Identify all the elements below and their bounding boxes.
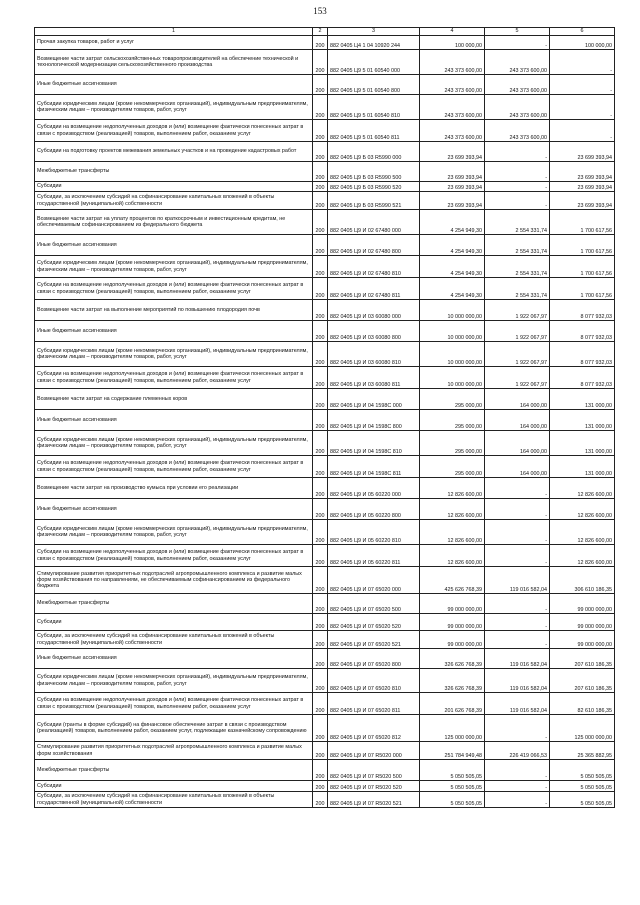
- row-kbk-cell: 882 0405 Ц9 И 04 1598С 810: [328, 431, 420, 456]
- table-row: [35, 792, 615, 808]
- table-row: [35, 614, 615, 631]
- row-kbk-cell: 882 0405 Ц9 И 07 65020 500: [328, 594, 420, 614]
- row-code-cell: 200: [313, 256, 328, 278]
- row-amount-total-cell: 243 373 600,00: [420, 95, 485, 120]
- row-name-cell: Иные бюджетные ассигнования: [35, 235, 313, 256]
- row-code-cell: 200: [313, 389, 328, 410]
- row-amount-col5-cell: 1 922 067,97: [485, 321, 550, 342]
- row-name-cell: Субсидии: [35, 182, 313, 192]
- header-cell: 3: [328, 28, 420, 36]
- table-row: [35, 715, 615, 742]
- row-code-cell: 200: [313, 120, 328, 142]
- row-amount-col6-cell: 100 000,00: [550, 36, 615, 50]
- table-row: [35, 182, 615, 192]
- row-code-cell: 200: [313, 567, 328, 594]
- row-name-cell: Субсидии на подготовку проектов межевания земельных участков и на проведение кадастровых работ: [35, 142, 313, 162]
- row-amount-col5-cell: 226 419 066,53: [485, 742, 550, 760]
- table-row: [35, 520, 615, 545]
- row-name-cell: Иные бюджетные ассигнования: [35, 649, 313, 669]
- table-row: [35, 631, 615, 649]
- row-amount-col6-cell: 131 000,00: [550, 410, 615, 431]
- row-amount-col6-cell: 8 077 932,03: [550, 300, 615, 321]
- row-amount-col6-cell: 131 000,00: [550, 431, 615, 456]
- header-cell: 6: [550, 28, 615, 36]
- row-name-cell: Субсидии на возмещение недополученных доходов и (или) возмещение фактически понесенных затрат в связи с производством (реализацией) товаров, выполнением работ, оказанием услуг: [35, 693, 313, 715]
- row-amount-col5-cell: 119 016 582,04: [485, 567, 550, 594]
- row-code-cell: 200: [313, 792, 328, 808]
- row-amount-total-cell: 23 699 393,94: [420, 192, 485, 210]
- row-code-cell: 200: [313, 594, 328, 614]
- row-amount-col5-cell: -: [485, 182, 550, 192]
- row-code-cell: 200: [313, 410, 328, 431]
- row-name-cell: Возмещение части затрат на выполнение мероприятий по повышению плодородия почв: [35, 300, 313, 321]
- row-amount-col5-cell: 243 373 600,00: [485, 75, 550, 95]
- budget-table: [34, 27, 615, 808]
- page-number: 153: [313, 6, 327, 16]
- row-amount-col5-cell: 1 922 067,97: [485, 300, 550, 321]
- row-amount-total-cell: 4 254 949,30: [420, 235, 485, 256]
- row-name-cell: Субсидии юридическим лицам (кроме некоммерческих организаций), индивидуальным предпринимателям, физическим лицам – производителям товаров, работ, услуг: [35, 669, 313, 693]
- row-amount-col5-cell: -: [485, 36, 550, 50]
- row-amount-col6-cell: 99 000 000,00: [550, 631, 615, 649]
- row-amount-col5-cell: 164 000,00: [485, 431, 550, 456]
- row-amount-col6-cell: 8 077 932,03: [550, 321, 615, 342]
- row-amount-col6-cell: 131 000,00: [550, 456, 615, 478]
- row-amount-col5-cell: 243 373 600,00: [485, 50, 550, 75]
- row-code-cell: 200: [313, 210, 328, 235]
- row-name-cell: Субсидии, за исключением субсидий на софинансирование капитальных вложений в объекты государственной (муниципальной) собственности: [35, 192, 313, 210]
- table-row: [35, 594, 615, 614]
- row-name-cell: Субсидии юридическим лицам (кроме некоммерческих организаций), индивидуальным предпринимателям, физическим лицам – производителям товаров, работ, услуг: [35, 256, 313, 278]
- row-amount-total-cell: 23 699 393,94: [420, 142, 485, 162]
- row-amount-total-cell: 4 254 949,30: [420, 278, 485, 300]
- table-row: [35, 567, 615, 594]
- row-amount-total-cell: 5 050 505,05: [420, 781, 485, 792]
- header-cell: 1: [35, 28, 313, 36]
- row-name-cell: Субсидии (гранты в форме субсидий) на финансовое обеспечение затрат в связи с производством (реализацией) товаров, выполнением работ, оказанием услуг, подлежащие казначейскому сопровождению: [35, 715, 313, 742]
- row-amount-col5-cell: 243 373 600,00: [485, 95, 550, 120]
- row-amount-total-cell: 4 254 949,30: [420, 256, 485, 278]
- row-code-cell: 200: [313, 300, 328, 321]
- row-kbk-cell: 882 0405 Ц9 И 07 65020 800: [328, 649, 420, 669]
- row-amount-total-cell: 99 000 000,00: [420, 631, 485, 649]
- row-amount-col6-cell: 99 000 000,00: [550, 614, 615, 631]
- header-cell: 5: [485, 28, 550, 36]
- row-name-cell: Прочая закупка товаров, работ и услуг: [35, 36, 313, 50]
- row-amount-col6-cell: 23 699 393,94: [550, 162, 615, 182]
- row-code-cell: 200: [313, 36, 328, 50]
- row-amount-col6-cell: 8 077 932,03: [550, 342, 615, 367]
- row-amount-col5-cell: -: [485, 162, 550, 182]
- table-row: [35, 95, 615, 120]
- row-amount-col6-cell: 12 826 600,00: [550, 545, 615, 567]
- row-amount-col6-cell: 1 700 617,56: [550, 235, 615, 256]
- row-amount-total-cell: 295 000,00: [420, 410, 485, 431]
- row-amount-col6-cell: 1 700 617,56: [550, 278, 615, 300]
- table-row: [35, 410, 615, 431]
- row-amount-total-cell: 10 000 000,00: [420, 367, 485, 389]
- row-amount-total-cell: 4 254 949,30: [420, 210, 485, 235]
- row-amount-col5-cell: 2 554 331,74: [485, 210, 550, 235]
- row-amount-col6-cell: 5 050 505,05: [550, 781, 615, 792]
- row-name-cell: Субсидии на возмещение недополученных доходов и (или) возмещение фактически понесенных затрат в связи с производством (реализацией) товаров, выполнением работ, оказанием услуг: [35, 367, 313, 389]
- row-amount-col6-cell: 207 610 186,35: [550, 669, 615, 693]
- row-kbk-cell: 882 0405 Ц9 Б 03 R5990 500: [328, 162, 420, 182]
- row-code-cell: 200: [313, 456, 328, 478]
- table-row: [35, 693, 615, 715]
- row-amount-col5-cell: -: [485, 520, 550, 545]
- row-amount-total-cell: 201 626 768,39: [420, 693, 485, 715]
- table-row: [35, 192, 615, 210]
- row-amount-col5-cell: 1 922 067,97: [485, 342, 550, 367]
- row-amount-total-cell: 251 784 949,48: [420, 742, 485, 760]
- row-amount-col6-cell: 23 699 393,94: [550, 142, 615, 162]
- table-row: [35, 235, 615, 256]
- row-code-cell: 200: [313, 162, 328, 182]
- table-row: [35, 456, 615, 478]
- row-code-cell: 200: [313, 781, 328, 792]
- row-amount-col5-cell: 1 922 067,97: [485, 367, 550, 389]
- row-name-cell: Иные бюджетные ассигнования: [35, 410, 313, 431]
- row-kbk-cell: 882 0405 Ц9 И 02 67480 000: [328, 210, 420, 235]
- row-kbk-cell: 882 0405 Ц9 И 05 60220 811: [328, 545, 420, 567]
- row-name-cell: Субсидии юридическим лицам (кроме некоммерческих организаций), индивидуальным предпринимателям, физическим лицам – производителям товаров, работ, услуг: [35, 342, 313, 367]
- row-code-cell: 200: [313, 431, 328, 456]
- row-kbk-cell: 882 0405 Ц9 И 04 1598С 811: [328, 456, 420, 478]
- row-kbk-cell: 882 0405 Ц9 И 07 R5020 521: [328, 792, 420, 808]
- row-amount-total-cell: 5 050 505,05: [420, 760, 485, 781]
- table-row: [35, 389, 615, 410]
- row-amount-col5-cell: -: [485, 478, 550, 499]
- table-row: [35, 162, 615, 182]
- row-amount-total-cell: 326 626 768,39: [420, 669, 485, 693]
- row-amount-col6-cell: 1 700 617,56: [550, 210, 615, 235]
- row-kbk-cell: 882 0405 Ц9 И 03 60080 000: [328, 300, 420, 321]
- table-row: [35, 321, 615, 342]
- row-code-cell: 200: [313, 278, 328, 300]
- row-amount-col6-cell: 25 365 882,95: [550, 742, 615, 760]
- table-row: [35, 120, 615, 142]
- row-kbk-cell: 882 0405 Ц9 И 07 R5020 000: [328, 742, 420, 760]
- row-code-cell: 200: [313, 50, 328, 75]
- table-row: [35, 210, 615, 235]
- row-amount-total-cell: 23 699 393,94: [420, 182, 485, 192]
- row-code-cell: 200: [313, 142, 328, 162]
- row-amount-col6-cell: -: [550, 50, 615, 75]
- row-amount-total-cell: 326 626 768,39: [420, 649, 485, 669]
- row-amount-col6-cell: 131 000,00: [550, 389, 615, 410]
- row-kbk-cell: 882 0405 Ц9 И 07 R5020 520: [328, 781, 420, 792]
- row-code-cell: 200: [313, 367, 328, 389]
- row-kbk-cell: 882 0405 Ц9 Б 03 R5990 520: [328, 182, 420, 192]
- row-name-cell: Возмещение части затрат на уплату процентов по краткосрочным и инвестиционным кредитам, не обеспечиваемым софинансированием из федерального бюджета: [35, 210, 313, 235]
- row-amount-total-cell: 99 000 000,00: [420, 614, 485, 631]
- row-code-cell: 200: [313, 75, 328, 95]
- row-kbk-cell: 882 0405 Ц9 И 03 60080 810: [328, 342, 420, 367]
- row-code-cell: 200: [313, 192, 328, 210]
- row-amount-total-cell: 425 626 768,39: [420, 567, 485, 594]
- row-amount-col5-cell: -: [485, 792, 550, 808]
- header-cell: 2: [313, 28, 328, 36]
- row-amount-total-cell: 10 000 000,00: [420, 321, 485, 342]
- row-code-cell: 200: [313, 649, 328, 669]
- row-kbk-cell: 882 0405 Ц9 И 05 60220 800: [328, 499, 420, 520]
- table-row: [35, 256, 615, 278]
- row-amount-col5-cell: -: [485, 715, 550, 742]
- row-kbk-cell: 882 0405 Ц9 Б 03 R5990 521: [328, 192, 420, 210]
- row-kbk-cell: 882 0405 Ц9 5 01 60540 811: [328, 120, 420, 142]
- row-amount-col6-cell: 12 826 600,00: [550, 499, 615, 520]
- table-row: [35, 75, 615, 95]
- row-amount-total-cell: 295 000,00: [420, 456, 485, 478]
- row-amount-col6-cell: -: [550, 75, 615, 95]
- row-amount-total-cell: 12 826 600,00: [420, 478, 485, 499]
- row-amount-total-cell: 99 000 000,00: [420, 594, 485, 614]
- row-code-cell: 200: [313, 95, 328, 120]
- row-amount-col6-cell: 23 699 393,94: [550, 182, 615, 192]
- table-row: [35, 431, 615, 456]
- row-amount-total-cell: 12 826 600,00: [420, 545, 485, 567]
- row-kbk-cell: 882 0405 Ц9 И 03 60080 800: [328, 321, 420, 342]
- row-amount-col6-cell: 8 077 932,03: [550, 367, 615, 389]
- row-code-cell: 200: [313, 545, 328, 567]
- row-name-cell: Межбюджетные трансферты: [35, 162, 313, 182]
- row-amount-col6-cell: -: [550, 95, 615, 120]
- row-amount-col5-cell: 119 016 582,04: [485, 649, 550, 669]
- row-code-cell: 200: [313, 742, 328, 760]
- row-amount-col5-cell: -: [485, 631, 550, 649]
- row-amount-col5-cell: -: [485, 781, 550, 792]
- row-name-cell: Субсидии на возмещение недополученных доходов и (или) возмещение фактически понесенных затрат в связи с производством (реализацией) товаров, выполнением работ, оказанием услуг: [35, 278, 313, 300]
- row-name-cell: Субсидии: [35, 614, 313, 631]
- row-amount-col6-cell: 125 000 000,00: [550, 715, 615, 742]
- table-row: [35, 760, 615, 781]
- row-amount-col5-cell: 2 554 331,74: [485, 256, 550, 278]
- row-kbk-cell: 882 0405 Ц9 И 07 65020 520: [328, 614, 420, 631]
- row-name-cell: Субсидии юридическим лицам (кроме некоммерческих организаций), индивидуальным предпринимателям, физическим лицам – производителям товаров, работ, услуг: [35, 431, 313, 456]
- row-kbk-cell: 882 0405 Ц9 И 07 65020 521: [328, 631, 420, 649]
- row-code-cell: 200: [313, 693, 328, 715]
- row-amount-total-cell: 12 826 600,00: [420, 499, 485, 520]
- row-amount-total-cell: 295 000,00: [420, 389, 485, 410]
- row-name-cell: Субсидии юридическим лицам (кроме некоммерческих организаций), индивидуальным предпринимателям, физическим лицам – производителям товаров, работ, услуг: [35, 520, 313, 545]
- row-kbk-cell: 882 0405 Ц4 1 04 10920 244: [328, 36, 420, 50]
- row-kbk-cell: 882 0405 Ц9 5 01 60540 810: [328, 95, 420, 120]
- row-amount-col6-cell: 82 610 186,35: [550, 693, 615, 715]
- row-kbk-cell: 882 0405 Ц9 5 01 60540 800: [328, 75, 420, 95]
- row-amount-col5-cell: 119 016 582,04: [485, 693, 550, 715]
- row-amount-total-cell: 125 000 000,00: [420, 715, 485, 742]
- row-amount-col6-cell: 1 700 617,56: [550, 256, 615, 278]
- row-amount-col6-cell: 99 000 000,00: [550, 594, 615, 614]
- table-row: [35, 278, 615, 300]
- row-code-cell: 200: [313, 669, 328, 693]
- row-kbk-cell: 882 0405 Ц9 И 07 R5020 500: [328, 760, 420, 781]
- row-name-cell: Субсидии: [35, 781, 313, 792]
- row-kbk-cell: 882 0405 Ц9 И 07 65020 812: [328, 715, 420, 742]
- row-code-cell: 200: [313, 520, 328, 545]
- row-amount-total-cell: 100 000,00: [420, 36, 485, 50]
- row-name-cell: Субсидии, за исключением субсидий на софинансирование капитальных вложений в объекты государственной (муниципальной) собственности: [35, 631, 313, 649]
- row-name-cell: Иные бюджетные ассигнования: [35, 321, 313, 342]
- row-kbk-cell: 882 0405 Ц9 И 04 1598С 800: [328, 410, 420, 431]
- row-name-cell: Возмещение части затрат на производство кумыса при условии его реализации: [35, 478, 313, 499]
- row-code-cell: 200: [313, 182, 328, 192]
- row-code-cell: 200: [313, 631, 328, 649]
- row-amount-total-cell: 243 373 600,00: [420, 75, 485, 95]
- row-code-cell: 200: [313, 235, 328, 256]
- header-cell: 4: [420, 28, 485, 36]
- table-row: [35, 669, 615, 693]
- row-kbk-cell: 882 0405 Ц9 И 07 65020 810: [328, 669, 420, 693]
- row-kbk-cell: 882 0405 Ц9 Б 03 R5990 000: [328, 142, 420, 162]
- row-amount-col6-cell: 12 826 600,00: [550, 520, 615, 545]
- row-kbk-cell: 882 0405 Ц9 5 01 60540 000: [328, 50, 420, 75]
- row-amount-col6-cell: 12 826 600,00: [550, 478, 615, 499]
- table-row: [35, 142, 615, 162]
- table-row: [35, 545, 615, 567]
- row-name-cell: Субсидии на возмещение недополученных доходов и (или) возмещение фактически понесенных затрат в связи с производством (реализацией) товаров, выполнением работ, оказанием услуг: [35, 120, 313, 142]
- table-row: [35, 50, 615, 75]
- row-amount-total-cell: 10 000 000,00: [420, 300, 485, 321]
- row-name-cell: Стимулирование развития приоритетных подотраслей агропромышленного комплекса и развитие малых форм хозяйствования по направлениям, не обеспечиваемым софинансированием из федерального бюджета: [35, 567, 313, 594]
- row-amount-col5-cell: -: [485, 545, 550, 567]
- row-amount-col5-cell: -: [485, 594, 550, 614]
- row-amount-total-cell: 5 050 505,05: [420, 792, 485, 808]
- row-kbk-cell: 882 0405 Ц9 И 02 67480 800: [328, 235, 420, 256]
- row-amount-total-cell: 243 373 600,00: [420, 50, 485, 75]
- row-name-cell: Возмещение части затрат на содержание племенных коров: [35, 389, 313, 410]
- table-row: [35, 742, 615, 760]
- row-amount-col6-cell: 306 610 186,35: [550, 567, 615, 594]
- table-row: [35, 300, 615, 321]
- row-amount-total-cell: 295 000,00: [420, 431, 485, 456]
- row-code-cell: 200: [313, 614, 328, 631]
- row-code-cell: 200: [313, 499, 328, 520]
- row-code-cell: 200: [313, 760, 328, 781]
- row-kbk-cell: 882 0405 Ц9 И 02 67480 810: [328, 256, 420, 278]
- row-code-cell: 200: [313, 321, 328, 342]
- row-amount-col5-cell: -: [485, 499, 550, 520]
- table-row: [35, 649, 615, 669]
- row-amount-col6-cell: -: [550, 120, 615, 142]
- row-name-cell: Субсидии, за исключением субсидий на софинансирование капитальных вложений в объекты государственной (муниципальной) собственности: [35, 792, 313, 808]
- table-row: [35, 36, 615, 50]
- row-amount-col5-cell: 164 000,00: [485, 456, 550, 478]
- row-amount-total-cell: 10 000 000,00: [420, 342, 485, 367]
- row-amount-col5-cell: 164 000,00: [485, 389, 550, 410]
- row-name-cell: Иные бюджетные ассигнования: [35, 75, 313, 95]
- table-row: [35, 781, 615, 792]
- row-name-cell: Иные бюджетные ассигнования: [35, 499, 313, 520]
- row-amount-col5-cell: 2 554 331,74: [485, 278, 550, 300]
- row-amount-total-cell: 12 826 600,00: [420, 520, 485, 545]
- row-amount-col5-cell: 2 554 331,74: [485, 235, 550, 256]
- row-kbk-cell: 882 0405 Ц9 И 05 60220 000: [328, 478, 420, 499]
- row-kbk-cell: 882 0405 Ц9 И 07 65020 811: [328, 693, 420, 715]
- row-amount-col6-cell: 207 610 186,35: [550, 649, 615, 669]
- row-amount-total-cell: 243 373 600,00: [420, 120, 485, 142]
- row-code-cell: 200: [313, 715, 328, 742]
- row-amount-col5-cell: -: [485, 760, 550, 781]
- table-row: [35, 367, 615, 389]
- row-amount-col5-cell: 164 000,00: [485, 410, 550, 431]
- row-name-cell: Субсидии на возмещение недополученных доходов и (или) возмещение фактически понесенных затрат в связи с производством (реализацией) товаров, выполнением работ, оказанием услуг: [35, 456, 313, 478]
- row-name-cell: Возмещение части затрат сельскохозяйственных товаропроизводителей на обеспечение технической и технологической модернизации сельскохозяйственного производства: [35, 50, 313, 75]
- row-amount-col6-cell: 5 050 505,05: [550, 760, 615, 781]
- table-row: [35, 478, 615, 499]
- table-row: [35, 342, 615, 367]
- row-amount-col5-cell: -: [485, 614, 550, 631]
- row-code-cell: 200: [313, 342, 328, 367]
- row-kbk-cell: 882 0405 Ц9 И 02 67480 811: [328, 278, 420, 300]
- row-name-cell: Межбюджетные трансферты: [35, 760, 313, 781]
- row-kbk-cell: 882 0405 Ц9 И 04 1598С 000: [328, 389, 420, 410]
- row-name-cell: Стимулирование развития приоритетных подотраслей агропромышленного комплекса и развитие малых форм хозяйствования: [35, 742, 313, 760]
- header-row: [35, 28, 615, 36]
- table-row: [35, 499, 615, 520]
- row-amount-col5-cell: -: [485, 192, 550, 210]
- row-name-cell: Субсидии на возмещение недополученных доходов и (или) возмещение фактически понесенных затрат в связи с производством (реализацией) товаров, выполнением работ, оказанием услуг: [35, 545, 313, 567]
- row-amount-col6-cell: 23 699 393,94: [550, 192, 615, 210]
- row-amount-total-cell: 23 699 393,94: [420, 162, 485, 182]
- row-amount-col5-cell: 119 016 582,04: [485, 669, 550, 693]
- row-kbk-cell: 882 0405 Ц9 И 07 65020 000: [328, 567, 420, 594]
- row-amount-col5-cell: 243 373 600,00: [485, 120, 550, 142]
- row-amount-col6-cell: 5 050 505,05: [550, 792, 615, 808]
- row-amount-col5-cell: -: [485, 142, 550, 162]
- row-code-cell: 200: [313, 478, 328, 499]
- row-name-cell: Межбюджетные трансферты: [35, 594, 313, 614]
- row-kbk-cell: 882 0405 Ц9 И 05 60220 810: [328, 520, 420, 545]
- row-kbk-cell: 882 0405 Ц9 И 03 60080 811: [328, 367, 420, 389]
- row-name-cell: Субсидии юридическим лицам (кроме некоммерческих организаций), индивидуальным предпринимателям, физическим лицам – производителям товаров, работ, услуг: [35, 95, 313, 120]
